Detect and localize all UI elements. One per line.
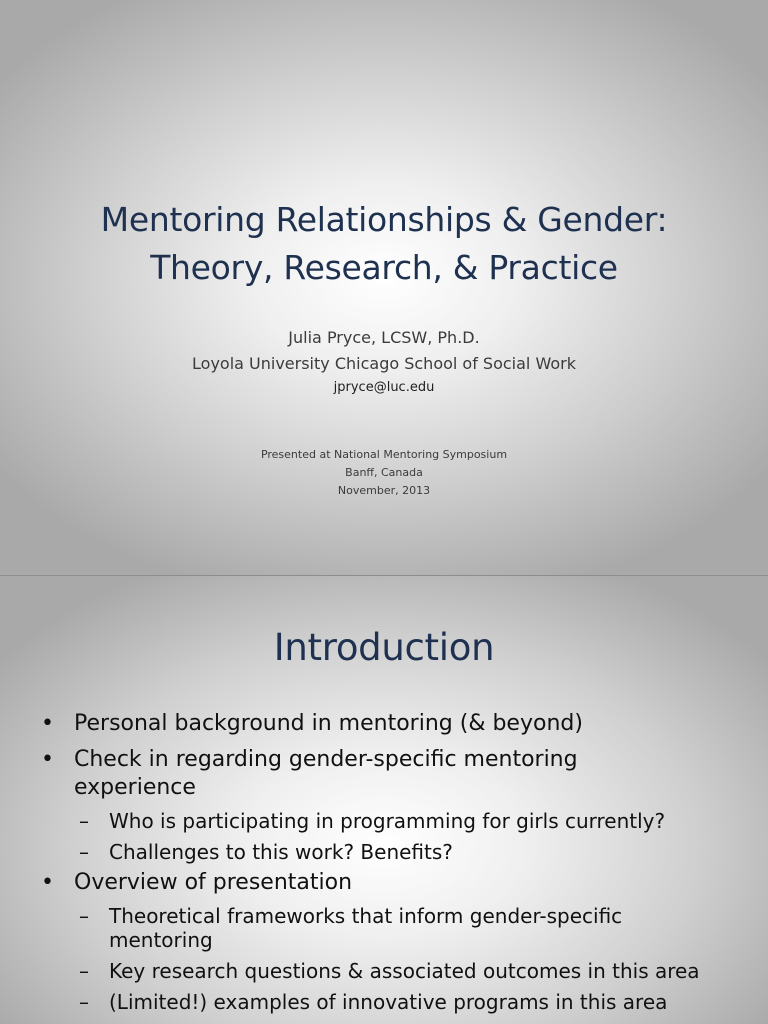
list-item (41, 869, 734, 897)
author-block (0, 325, 768, 377)
list-item (41, 710, 734, 738)
slide-title: Introduction (273, 626, 495, 669)
presented-at: Presented at National Mentoring Symposium (260, 448, 508, 461)
title-line-1: Mentoring Relationships & Gender: (100, 200, 668, 239)
dash-icon: – (79, 904, 89, 928)
list-item-text: Challenges to this work? Benefits? (109, 840, 453, 864)
list-item (41, 746, 734, 802)
list-item-text: experience (74, 775, 196, 800)
dash-icon: – (79, 840, 89, 864)
bullet-icon: • (41, 747, 54, 772)
list-item-text: Check in regarding gender-specific mentoring (74, 747, 578, 772)
presented-date: November, 2013 (337, 484, 431, 497)
dash-icon: – (79, 990, 89, 1014)
bullet-icon: • (41, 870, 54, 895)
list-item-text: Key research questions & associated outcomes in this area (109, 959, 700, 983)
presentation-info (0, 446, 768, 500)
list-item (79, 959, 729, 983)
list-item-text: (Limited!) examples of innovative programs in this area (109, 990, 668, 1014)
list-item (79, 840, 729, 864)
author-email: jpryce@luc.edu (333, 380, 435, 395)
list-item-text: Overview of presentation (74, 870, 353, 895)
bullet-list (0, 576, 768, 1024)
list-item-text: mentoring (109, 928, 213, 952)
list-item-text: Personal background in mentoring (& beyond) (74, 711, 583, 736)
list-item-text: Who is participating in programming for girls currently? (109, 809, 666, 833)
presented-location: Banff, Canada (345, 466, 423, 479)
dash-icon: – (79, 959, 89, 983)
list-item-text: Theoretical frameworks that inform gender-specific (109, 904, 623, 928)
list-item (79, 809, 729, 833)
bullet-icon: • (41, 711, 54, 736)
list-item (79, 990, 729, 1014)
author-organization: Loyola University Chicago School of Social Work (192, 354, 576, 373)
list-item (79, 904, 729, 952)
author-name: Julia Pryce, LCSW, Ph.D. (288, 328, 480, 347)
introduction-slide (0, 576, 768, 1024)
title-line-2: Theory, Research, & Practice (150, 248, 618, 287)
presentation-title (0, 196, 768, 292)
dash-icon: – (79, 809, 89, 833)
